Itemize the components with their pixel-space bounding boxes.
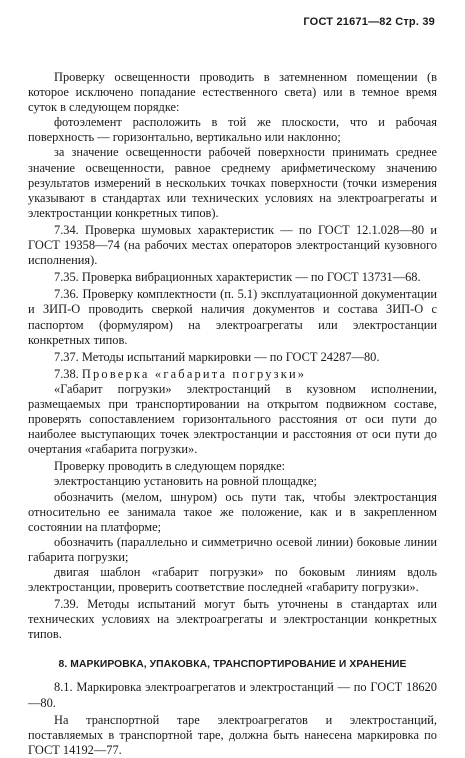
paragraph: обозначить (мелом, шнуром) ось пути так, чтобы электростанция относительно ее занимала такое же положение, как и в закрепленном состоянии на платформе; <box>28 489 437 534</box>
paragraph: Проверку проводить в следующем порядке: <box>54 459 286 474</box>
standard-number: ГОСТ 21671—82 <box>303 16 392 28</box>
paragraph: фотоэлемент расположить в той же плоскости, что и рабочая поверхность — горизонтально, вертикально или наклонно; <box>28 115 437 145</box>
document-body <box>28 70 437 758</box>
paragraph: Проверку освещенности проводить в затемненном помещении (в которое исключено попадание естественного света) или в темное время суток в следующем порядке: <box>28 70 437 115</box>
page-number: Стр. 39 <box>395 16 435 28</box>
paragraph: 7.39. Методы испытаний могут быть уточнены в стандартах или технических условиях на электроагрегаты и электростанции конкретных типов. <box>28 597 437 642</box>
paragraph: двигая шаблон «габарит погрузки» по боковым линиям вдоль электростанции, проверить соответствие последней «габариту погрузки». <box>28 565 437 595</box>
paragraph: за значение освещенности рабочей поверхности принимать среднее значение освещенности, равное среднему арифметическому значению результатов измерений в нескольких точках поверхности (точки измерения указывают в стандартах или технических условиях на электроагрегаты и электростанции конкретных типов). <box>28 145 437 220</box>
paragraph: 7.36. Проверку комплектности (п. 5.1) эксплуатационной документации и ЗИП-О проводить сверкой наличия документов и состава ЗИП-О с паспортом (формуляром) на электроагрегаты или электростанции конкретных типов. <box>28 287 437 347</box>
paragraph: 7.34. Проверка шумовых характеристик — по ГОСТ 12.1.028—80 и ГОСТ 19358—74 (на рабочих местах операторов электростанций кузовного исполнения). <box>28 222 437 268</box>
section-heading: 8. МАРКИРОВКА, УПАКОВКА, ТРАНСПОРТИРОВАНИЕ И ХРАНЕНИЕ <box>58 659 407 671</box>
paragraph: обозначить (параллельно и симметрично осевой линии) боковые линии габарита погрузки; <box>28 534 437 564</box>
paragraph: «Габарит погрузки» электростанций в кузовном исполнении, размещаемых при транспортировании на открытом подвижном составе, проверять сопоставлением горизонтального расстояния от оси пути до наиболее выступающих точек электростанции и расстояния от оси пути до очертания «габарита погрузки». <box>28 381 437 457</box>
paragraph: 7.35. Проверка вибрационных характеристик — по ГОСТ 13731—68. <box>54 270 421 285</box>
paragraph: На транспортной таре электроагрегатов и электростанций, поставляемых в транспортной таре, должна быть нанесена маркировка по ГОСТ 14192—77. <box>28 712 437 757</box>
subsection-title <box>28 367 437 382</box>
paragraph: 7.37. Методы испытаний маркировки — по ГОСТ 24287—80. <box>54 349 380 364</box>
paragraph: электростанцию установить на ровной площадке; <box>54 474 317 489</box>
subsection-title-text: Проверка «габарита погрузки» <box>81 366 307 381</box>
subsection-number: 7.38. <box>54 366 79 381</box>
paragraph: 8.1. Маркировка электроагрегатов и электростанций — по ГОСТ 18620—80. <box>28 680 437 710</box>
page-header <box>303 16 435 28</box>
